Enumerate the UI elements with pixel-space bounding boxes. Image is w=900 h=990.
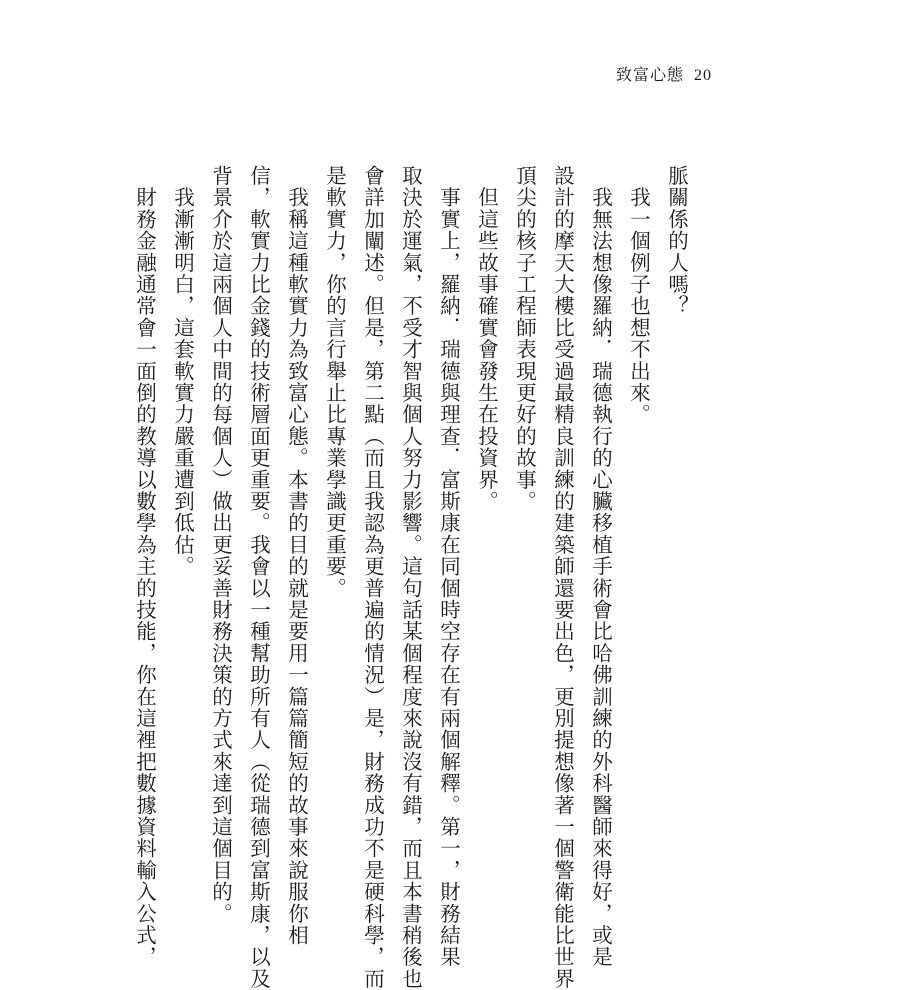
text-column: 事實上，羅納．瑞德與理查．富斯康在同個時空存在有兩個解釋。第一，財務結果: [436, 165, 461, 968]
text-column: 是軟實力，你的言行舉止比專業學識更重要。: [322, 165, 347, 599]
text-column: 取決於運氣，不受才智與個人努力影響。這句話某個程度來說沒有錯，而且本書稍後也: [398, 165, 423, 990]
page-number: 20: [694, 67, 713, 84]
text-column: 我稱這種軟實力為致富心態。本書的目的就是要用一篇篇簡短的故事來說服你相: [284, 165, 309, 947]
text-column: 我一個例子也想不出來。: [626, 165, 651, 426]
text-column: 設計的摩天大樓比受過最精良訓練的建築師還要出色，更別提想像著一個警衛能比世界: [550, 165, 575, 990]
text-column: 信，軟實力比金錢的技術層面更重要。我會以一種幫助所有人（從瑞德到富斯康，以及: [246, 165, 271, 990]
text-column: 財務金融通常會一面倒的教導以數學為主的技能，你在這裡把數據資料輸入公式，: [132, 165, 157, 968]
text-column: 但這些故事確實會發生在投資界。: [474, 165, 499, 513]
text-column: 背景介於這兩個人中間的每個人）做出更妥善財務決策的方式來達到這個目的。: [208, 165, 233, 925]
text-column: 會詳加闡述。但是，第二點（而且我認為更普遍的情況）是，財務成功不是硬科學，而: [360, 165, 385, 990]
running-header: [616, 62, 712, 85]
text-column: 脈關係的人嗎？: [664, 165, 689, 317]
text-column: 我漸漸明白，這套軟實力嚴重遭到低估。: [170, 165, 195, 578]
text-column: 頂尖的核子工程師表現更好的故事。: [512, 165, 537, 513]
book-title: 致富心態: [616, 65, 685, 84]
text-column: 我無法想像羅納．瑞德執行的心臟移植手術會比哈佛訓練的外科醫師來得好，或是: [588, 165, 613, 968]
